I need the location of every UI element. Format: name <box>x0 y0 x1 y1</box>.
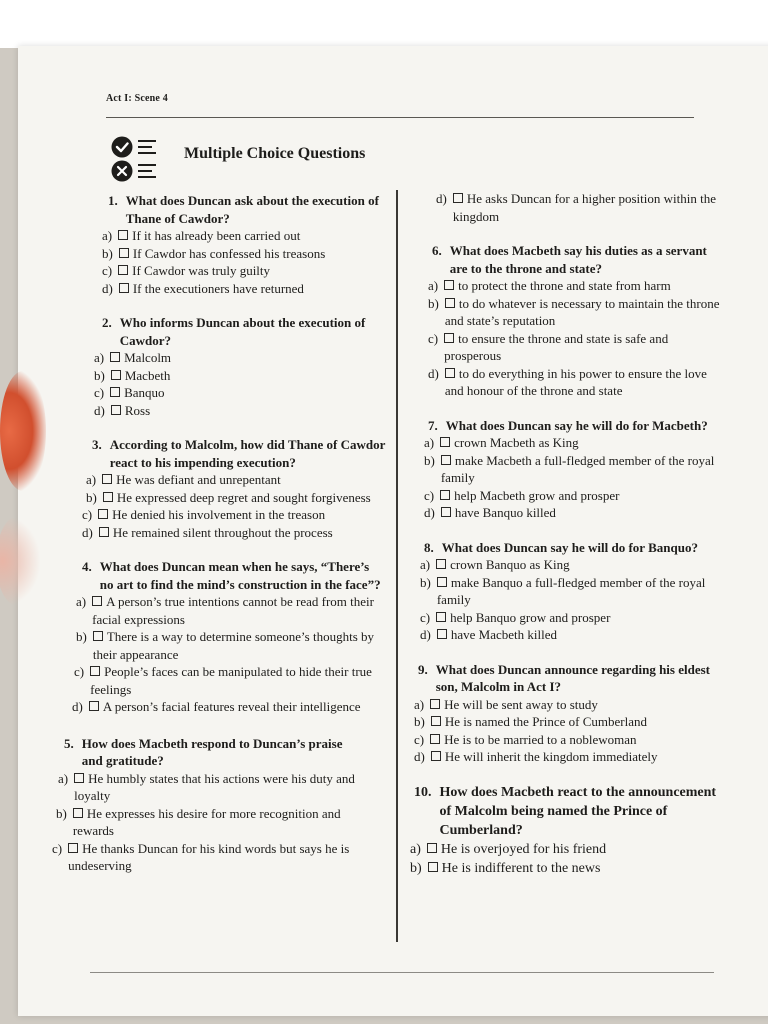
option[interactable] <box>420 626 722 644</box>
option-text: He thanks Duncan for his kind words but says he is undeserving <box>68 840 350 873</box>
option-letter: d) <box>414 749 425 764</box>
option-text: to protect the throne and state from harm <box>458 278 671 293</box>
option-letter: a) <box>86 472 97 487</box>
question-number: 8. <box>424 539 434 555</box>
page-title: Multiple Choice Questions <box>184 145 366 162</box>
question-number: 6. <box>432 243 442 258</box>
option-letter: b) <box>428 295 439 311</box>
option-text: crown Banquo as King <box>450 557 570 572</box>
left-column <box>52 192 390 875</box>
option-letter: b) <box>56 805 67 821</box>
question-header <box>64 735 364 770</box>
option[interactable] <box>428 277 722 295</box>
checkbox[interactable] <box>73 808 83 818</box>
option-letter: d) <box>428 365 439 381</box>
checkbox[interactable] <box>431 716 441 726</box>
option-letter: a) <box>410 841 421 857</box>
question-text: What does Duncan say he will do for Banquo? <box>441 539 698 555</box>
question-number: 2. <box>102 315 112 330</box>
question-header <box>102 314 390 349</box>
option-text: have Banquo killed <box>454 505 556 520</box>
option[interactable] <box>420 574 722 609</box>
option-letter: c) <box>74 664 85 679</box>
option[interactable] <box>420 609 722 627</box>
option[interactable] <box>102 262 390 280</box>
option[interactable] <box>82 506 390 524</box>
option-text: Banquo <box>124 385 165 400</box>
quiz-icon <box>110 135 160 185</box>
checkbox[interactable] <box>430 699 440 709</box>
option[interactable] <box>52 840 364 875</box>
checkbox[interactable] <box>74 773 84 783</box>
option-letter: d) <box>424 505 435 520</box>
question-number: 5. <box>64 735 74 751</box>
question-4 <box>72 558 382 716</box>
option[interactable] <box>74 663 382 698</box>
option-letter: b) <box>414 714 425 729</box>
checkbox[interactable] <box>111 370 121 380</box>
checkbox[interactable] <box>441 507 451 517</box>
finger-shadow-lower <box>0 516 40 606</box>
checkbox[interactable] <box>430 734 440 744</box>
option-letter: b) <box>102 245 113 261</box>
option-letter: b) <box>420 574 431 590</box>
question-header <box>414 783 722 840</box>
option-letter: b) <box>94 367 105 383</box>
option[interactable] <box>414 713 722 731</box>
checkbox[interactable] <box>444 280 454 290</box>
option-text: have Macbeth killed <box>450 627 557 642</box>
checkbox[interactable] <box>445 298 455 308</box>
option-text: Ross <box>124 402 151 418</box>
option-text: to ensure the throne and state is safe and prosperous <box>444 330 669 363</box>
question-number: 4. <box>82 559 92 574</box>
checkbox[interactable] <box>437 577 447 587</box>
option[interactable] <box>424 452 722 487</box>
option-letter: b) <box>424 452 435 468</box>
question-6 <box>428 242 722 400</box>
option[interactable] <box>94 384 390 402</box>
option-text: He will be sent away to study <box>444 696 598 712</box>
question-number: 10. <box>414 784 432 800</box>
question-text: What does Duncan say he will do for Macbeth? <box>445 417 708 433</box>
option-letter: d) <box>94 402 105 418</box>
footer-rule <box>90 972 714 973</box>
checkbox[interactable] <box>119 248 129 258</box>
question-header <box>418 661 722 696</box>
option[interactable] <box>94 402 390 420</box>
checkbox[interactable] <box>119 283 129 293</box>
option-text: He asks Duncan for a higher position within the kingdom <box>452 191 716 224</box>
checkbox[interactable] <box>441 455 451 465</box>
checkbox[interactable] <box>90 666 100 676</box>
option-letter: c) <box>414 731 425 747</box>
option-text: make Banquo a full-fledged member of the royal family <box>436 574 706 607</box>
question-7 <box>424 417 722 522</box>
option[interactable] <box>428 330 722 365</box>
option[interactable] <box>76 628 382 663</box>
question-text: What does Duncan announce regarding his eldest son, Malcolm in Act I? <box>435 661 710 694</box>
option-text: A person’s facial features reveal their intelligence <box>102 699 361 714</box>
option-text: He will inherit the kingdom immediately <box>444 749 658 764</box>
check-circle-icon <box>112 137 133 158</box>
checkbox[interactable] <box>99 527 109 537</box>
option-text: help Macbeth grow and prosper <box>454 487 620 503</box>
option-letter: a) <box>420 557 431 572</box>
option-text: A person’s true intentions cannot be read from their facial expressions <box>92 594 374 627</box>
option-text: If Cawdor was truly guilty <box>132 263 271 278</box>
option-letter: c) <box>428 330 439 346</box>
option-letter: d) <box>436 191 447 206</box>
option[interactable] <box>424 504 722 522</box>
question-number: 1. <box>108 193 118 208</box>
option-letter: b) <box>76 629 87 644</box>
option[interactable] <box>94 349 390 367</box>
checkbox[interactable] <box>68 843 78 853</box>
checkbox[interactable] <box>92 596 102 606</box>
checkbox[interactable] <box>440 437 450 447</box>
checkbox[interactable] <box>440 490 450 500</box>
checkbox[interactable] <box>444 333 454 343</box>
option[interactable] <box>428 365 722 400</box>
question-header <box>108 192 390 227</box>
option-letter: a) <box>102 228 113 243</box>
option-letter: c) <box>82 507 93 522</box>
checkbox[interactable] <box>431 751 441 761</box>
option-letter: a) <box>428 278 439 293</box>
question-2 <box>94 314 390 419</box>
column-divider <box>396 190 398 942</box>
checkbox[interactable] <box>89 701 99 711</box>
question-text: According to Malcolm, how did Thane of Cawdor react to his impending execution? <box>109 437 386 470</box>
checkbox[interactable] <box>436 612 446 622</box>
option-text: If it has already been carried out <box>132 228 301 243</box>
option-text: If Cawdor has confessed his treasons <box>132 245 326 261</box>
question-3 <box>82 436 390 541</box>
checkbox[interactable] <box>445 368 455 378</box>
option[interactable] <box>436 190 722 225</box>
option[interactable] <box>86 489 390 507</box>
question-header <box>424 539 722 557</box>
option-letter: d) <box>72 699 83 714</box>
checkbox[interactable] <box>93 631 103 641</box>
option[interactable] <box>424 487 722 505</box>
option[interactable] <box>102 280 390 298</box>
question-header <box>92 436 390 471</box>
question-text: What does Duncan mean when he says, “There’s no art to find the mind’s construction in the face”? <box>99 559 381 592</box>
finger-shadow <box>0 371 46 491</box>
option-letter: a) <box>58 770 69 786</box>
option-text: crown Macbeth as King <box>454 435 579 450</box>
option-text: He is to be married to a noblewoman <box>444 731 637 747</box>
right-column <box>412 190 722 878</box>
option-letter: a) <box>414 696 425 712</box>
option-text: He remained silent throughout the process <box>112 524 333 540</box>
question-header <box>432 242 722 277</box>
option-letter: b) <box>410 860 422 876</box>
option[interactable] <box>86 471 390 489</box>
option-text: He is indifferent to the news <box>441 860 601 876</box>
checkbox[interactable] <box>98 509 108 519</box>
question-text: What does Duncan ask about the execution of Thane of Cawdor? <box>125 193 379 226</box>
option-text: He humbly states that his actions were his duty and loyalty <box>74 770 355 803</box>
question-10 <box>410 783 722 878</box>
checkbox[interactable] <box>102 474 112 484</box>
option-text: help Banquo grow and prosper <box>450 609 611 625</box>
cross-circle-icon <box>112 161 133 182</box>
option-text: He expresses his desire for more recognition and rewards <box>72 805 341 838</box>
question-header <box>428 417 722 435</box>
option[interactable] <box>414 731 722 749</box>
option[interactable] <box>58 770 364 805</box>
running-head: Act I: Scene 4 <box>106 93 168 104</box>
question-8 <box>420 539 722 644</box>
option-letter: a) <box>424 435 435 450</box>
option[interactable] <box>76 593 382 628</box>
option-text: He was defiant and unrepentant <box>116 472 281 487</box>
checkbox[interactable] <box>110 352 120 362</box>
option-letter: b) <box>86 489 97 505</box>
question-number: 7. <box>428 417 438 433</box>
option-text: to do whatever is necessary to maintain the throne and state’s reputation <box>444 295 720 328</box>
option[interactable] <box>410 840 722 859</box>
option-letter: d) <box>420 627 431 642</box>
option-text: People’s faces can be manipulated to hide their true feelings <box>90 664 372 697</box>
question-5 <box>52 735 364 875</box>
option-text: make Macbeth a full-fledged member of the royal family <box>440 452 715 485</box>
option-letter: d) <box>102 280 113 296</box>
option-letter: c) <box>52 840 63 856</box>
option[interactable] <box>424 434 722 452</box>
question-number: 3. <box>92 437 102 452</box>
option[interactable] <box>102 245 390 263</box>
question-text: What does Macbeth say his duties as a servant are to the throne and state? <box>449 243 707 276</box>
option[interactable] <box>82 524 390 542</box>
option-letter: c) <box>424 487 435 503</box>
option-text: He is overjoyed for his friend <box>440 841 607 857</box>
checkbox[interactable] <box>437 629 447 639</box>
option-text: He expressed deep regret and sought forgiveness <box>116 489 371 505</box>
option[interactable] <box>56 805 364 840</box>
option-letter: c) <box>94 385 105 400</box>
option-text: He denied his involvement in the treason <box>112 507 326 522</box>
checkbox[interactable] <box>436 559 446 569</box>
option-text: Macbeth <box>124 367 171 383</box>
option[interactable] <box>428 295 722 330</box>
option-letter: a) <box>94 350 105 365</box>
option[interactable] <box>102 227 390 245</box>
option-text: Malcolm <box>124 350 172 365</box>
question-1 <box>102 192 390 297</box>
checkbox[interactable] <box>118 230 128 240</box>
option-letter: c) <box>102 263 113 278</box>
option[interactable] <box>410 859 722 878</box>
background-top <box>0 0 768 48</box>
question-number: 9. <box>418 661 428 677</box>
option-letter: d) <box>82 524 93 540</box>
checkbox[interactable] <box>103 492 113 502</box>
option-letter: a) <box>76 594 87 609</box>
checkbox[interactable] <box>453 193 463 203</box>
option[interactable] <box>414 748 722 766</box>
question-text: Who informs Duncan about the execution of Cawdor? <box>119 315 366 348</box>
option-text: He is named the Prince of Cumberland <box>444 714 648 729</box>
option-text: If the executioners have returned <box>132 280 304 296</box>
question-text: How does Macbeth respond to Duncan’s praise and gratitude? <box>81 735 343 768</box>
option[interactable] <box>94 367 390 385</box>
option-text: There is a way to determine someone’s thoughts by their appearance <box>92 629 375 662</box>
option[interactable] <box>414 696 722 714</box>
option-letter: c) <box>420 609 431 625</box>
question-9 <box>414 661 722 766</box>
checkbox[interactable] <box>110 387 120 397</box>
header-rule <box>106 117 694 118</box>
lines-icon <box>138 141 156 177</box>
option[interactable] <box>72 698 382 716</box>
checkbox[interactable] <box>427 843 437 853</box>
checkbox[interactable] <box>111 405 121 415</box>
question-header <box>82 558 382 593</box>
option-text: to do everything in his power to ensure the love and honour of the throne and state <box>444 365 707 398</box>
checkbox[interactable] <box>428 862 438 872</box>
question-text: How does Macbeth react to the announcement of Malcolm being named the Prince of Cumberland? <box>439 784 717 838</box>
checkbox[interactable] <box>118 265 128 275</box>
option[interactable] <box>420 556 722 574</box>
